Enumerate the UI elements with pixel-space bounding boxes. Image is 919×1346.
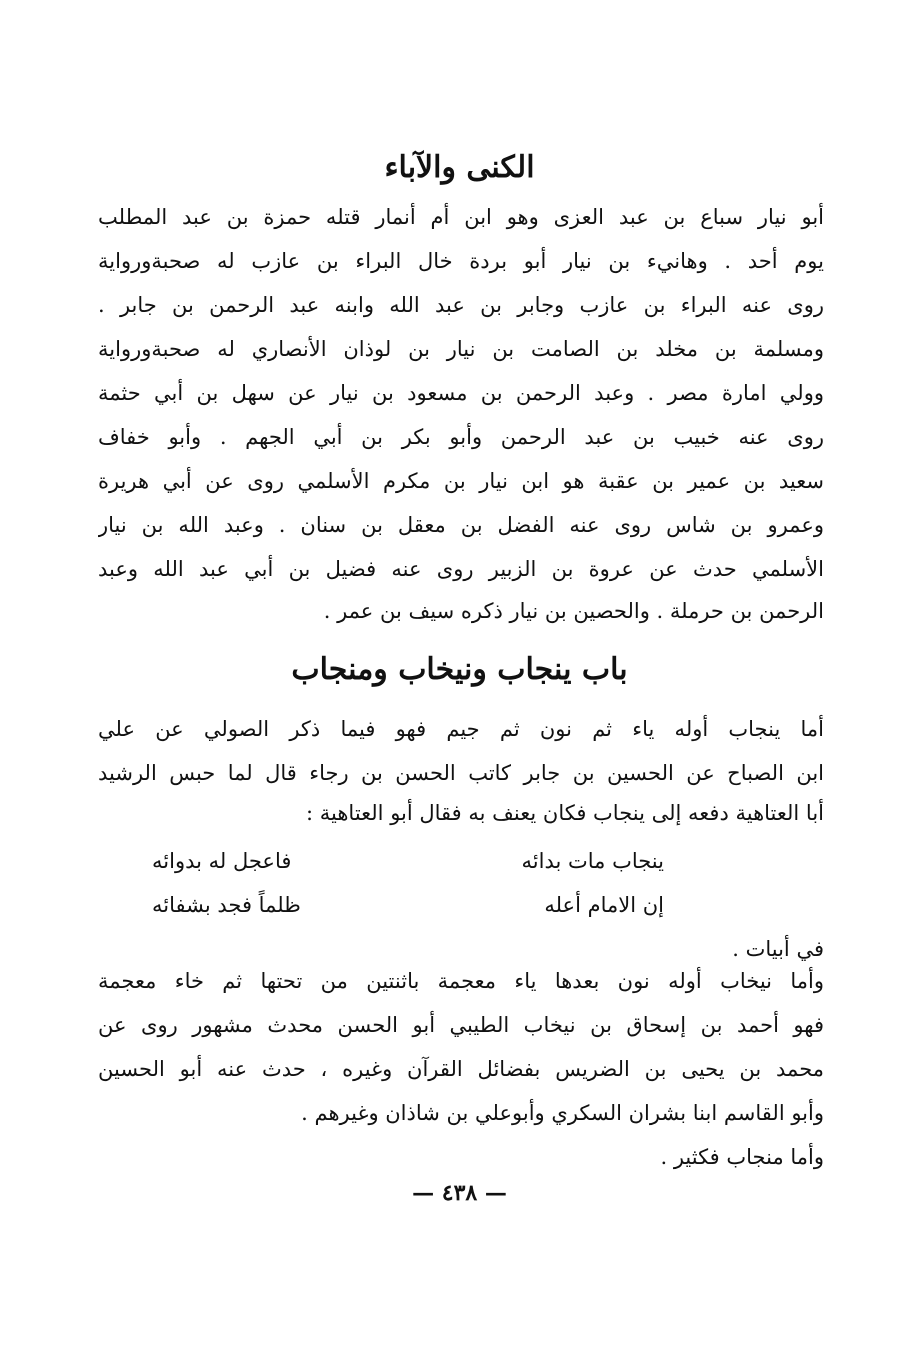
text-line: في أبيات . [732, 937, 824, 961]
text-line: روى عنه البراء بن عازب وجابر بن عبد الله وابنه عبد الرحمن بن جابر . [98, 293, 824, 317]
text-line: فهو أحمد بن إسحاق بن نيخاب الطيبي أبو الحسن محدث مشهور روى عن [98, 1013, 824, 1037]
section-title-kuna: الكنى والآباء [384, 150, 535, 185]
text-line: الرحمن بن حرملة . والحصين بن نيار ذكره سيف بن عمر . [323, 599, 824, 623]
text-line: يوم أحد . وهانيء بن نيار أبو بردة خال البراء بن عازب له صحبةورواية [98, 249, 824, 273]
text-line: ابن الصباح عن الحسين بن جابر كاتب الحسن بن رجاء قال لما حبس الرشيد [98, 761, 824, 785]
verse-first-hemistich: إن الامام أعله [544, 893, 664, 917]
text-line: وولي امارة مصر . وعبد الرحمن بن مسعود بن نيار عن سهل بن أبي حثمة [98, 381, 824, 405]
text-line: وأما نيخاب أوله نون بعدها ياء معجمة باثنتين من تحتها ثم خاء معجمة [98, 969, 824, 993]
text-line: ومسلمة بن مخلد بن الصامت بن نيار بن لوذان الأنصاري له صحبةورواية [98, 337, 824, 361]
section-title-bab: باب ينجاب ونيخاب ومنجاب [291, 652, 628, 687]
text-line: وأبو القاسم ابنا بشران السكري وأبوعلي بن شاذان وغيرهم . [301, 1101, 824, 1125]
verse-first-hemistich: ينجاب مات بدائه [521, 849, 664, 873]
text-line: أما ينجاب أوله ياء ثم نون ثم جيم فهو فيما ذكر الصولي عن علي [98, 717, 824, 741]
text-line: روى عنه خبيب بن عبد الرحمن وأبو بكر بن أبي الجهم . وأبو خفاف [98, 425, 824, 449]
text-line: محمد بن يحيى بن الضريس بفضائل القرآن وغيره ، حدث عنه أبو الحسين [98, 1057, 824, 1081]
verse-second-hemistich: فاعجل له بدوائه [152, 849, 292, 873]
page-number: — ٤٣٨ — [412, 1180, 507, 1206]
text-line: سعيد بن عمير بن عقبة هو ابن نيار بن مكرم الأسلمي روى عن أبي هريرة [98, 469, 824, 493]
text-line: وعمرو بن شاس روى عنه الفضل بن معقل بن سنان . وعبد الله بن نيار [98, 513, 824, 537]
verse-second-hemistich: ظلماً فجد بشفائه [152, 893, 301, 917]
text-line: الأسلمي حدث عن عروة بن الزبير روى عنه فضيل بن أبي عبد الله وعبد [98, 557, 824, 581]
text-line: أبا العتاهية دفعه إلى ينجاب فكان يعنف به فقال أبو العتاهية : [306, 801, 824, 825]
text-line: وأما منجاب فكثير . [660, 1145, 824, 1169]
text-line: أبو نيار سباع بن عبد العزى وهو ابن أم أنمار قتله حمزة بن عبد المطلب [98, 205, 824, 229]
